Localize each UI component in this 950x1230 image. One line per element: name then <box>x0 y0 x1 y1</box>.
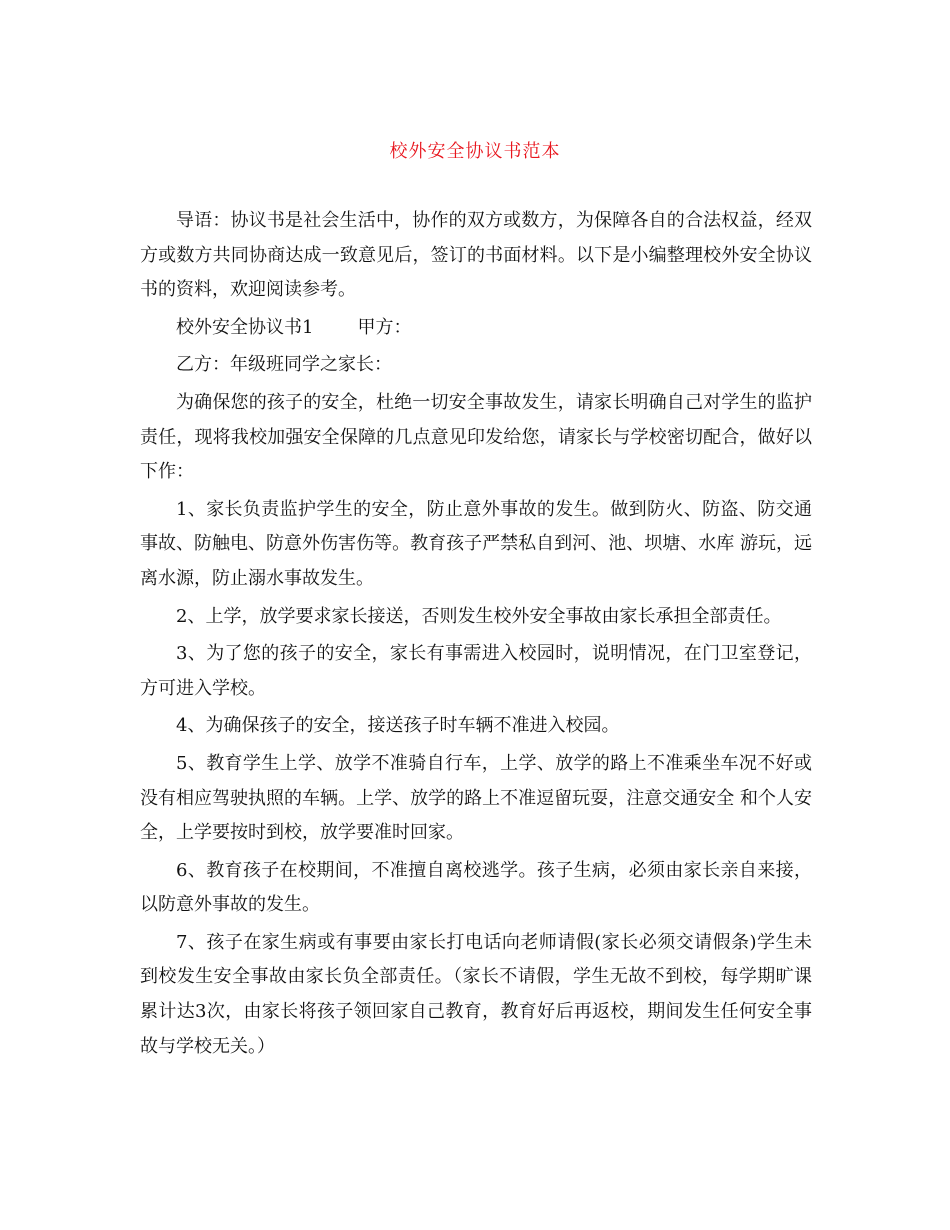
agreement-heading: 校外安全协议书1 <box>176 316 314 338</box>
clause-1: 1、家长负责监护学生的安全，防止意外事故的发生。做到防火、防盗、防交通事故、防触电、防意外伤害伤等。教育孩子严禁私自到河、池、坝塘、水库 游玩，远离水源，防止溺水事故发生。 <box>140 498 812 589</box>
clause-6: 6、教育孩子在校期间，不准擅自离校逃学。孩子生病，必须由家长亲自来接，以防意外事故的发生。 <box>140 859 812 916</box>
party-a-label: 甲方： <box>357 316 412 338</box>
clause-7: 7、孩子在家生病或有事要由家长打电话向老师请假(家长必须交请假条)学生未到校发生安全事故由家长负全部责任。（家长不请假，学生无故不到校，每学期旷课累计达3次，由家长将孩子领回家自己教育，教育好后再返校，期间发生任何安全事故与学校无关。） <box>140 931 812 1057</box>
party-b-line: 乙方：年级班同学之家长： <box>176 354 392 376</box>
agreement-heading-line <box>140 311 812 346</box>
intro-paragraph: 导语：协议书是社会生活中，协作的双方或数方，为保障各自的合法权益，经双方或数方共同协商达成一致意见后，签订的书面材料。以下是小编整理校外安全协议书的资料，欢迎阅读参考。 <box>140 210 812 301</box>
clause-4: 4、为确保孩子的安全，接送孩子时车辆不准进入校园。 <box>176 715 620 737</box>
preamble-paragraph: 为确保您的孩子的安全，杜绝一切安全事故发生，请家长明确自己对学生的监护责任，现将我校加强安全保障的几点意见印发给您，请家长与学校密切配合，做好以下作： <box>140 391 812 483</box>
document-title: 校外安全协议书范本 <box>389 141 561 162</box>
document-body <box>140 204 812 1064</box>
clause-3: 3、为了您的孩子的安全，家长有事需进入校园时，说明情况，在门卫室登记，方可进入学校。 <box>140 643 812 699</box>
clause-2: 2、上学，放学要求家长接送，否则发生校外安全事故由家长承担全部责任。 <box>176 605 782 627</box>
clause-5: 5、教育学生上学、放学不准骑自行车，上学、放学的路上不准乘坐车况不好或没有相应驾驶执照的车辆。上学、放学的路上不准逗留玩耍，注意交通安全 和个人安全，上学要按时到校，放学要准时回家。 <box>140 752 812 844</box>
